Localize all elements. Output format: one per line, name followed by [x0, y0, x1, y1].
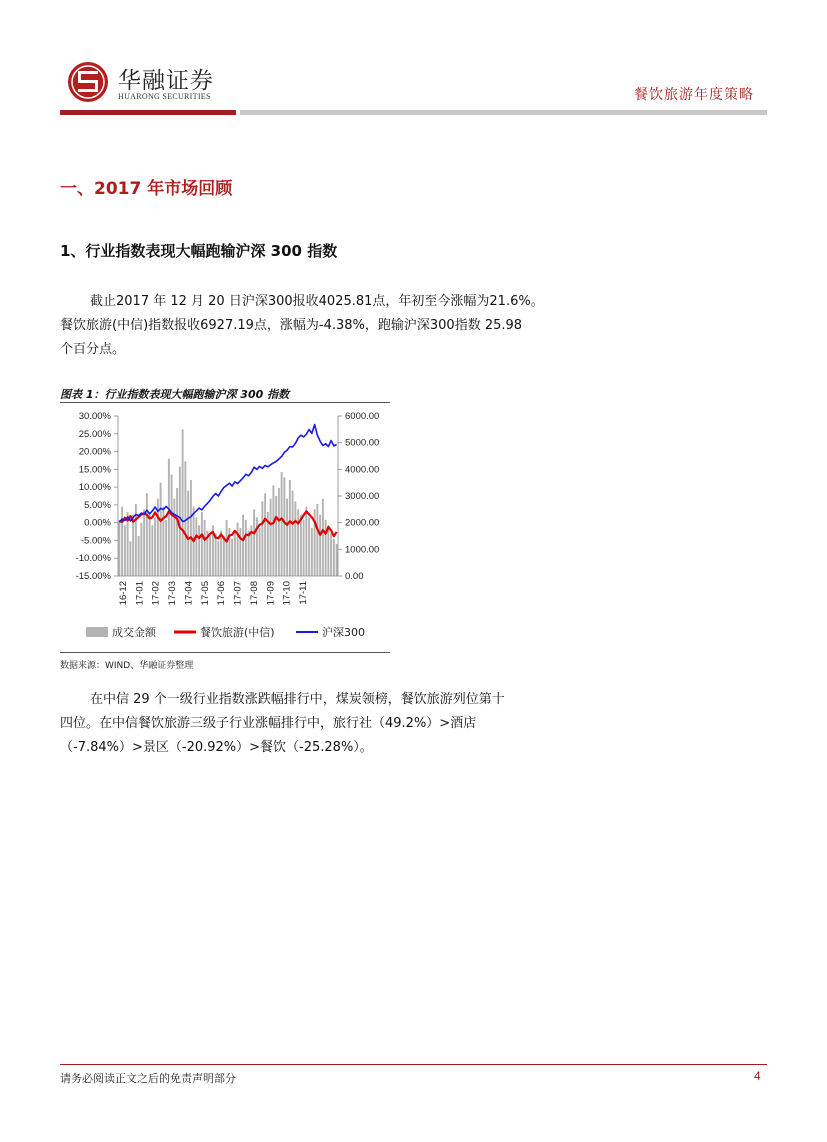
x-axis-tick-label: 17-07 [232, 581, 244, 606]
x-axis-tick-label: 17-03 [167, 581, 179, 606]
volume-bar [330, 533, 332, 576]
volume-bar [242, 515, 244, 576]
paragraph-1-line-1: 截止2017 年 12 月 20 日沪深300报收4025.81点，年初至今涨幅为21.6%。 [90, 294, 544, 309]
paragraph-1 [60, 290, 590, 362]
paragraph-2-line-1: 在中信 29 个一级行业指数涨跌幅排行中，煤炭领榜，餐饮旅游列位第十 [90, 692, 505, 707]
right-axis-tick-label: 5000.00 [345, 437, 380, 449]
right-axis-tick-label: 1000.00 [345, 544, 380, 556]
volume-bar [176, 488, 178, 576]
volume-bar [154, 517, 156, 576]
x-axis-tick-label: 16-12 [118, 581, 129, 606]
volume-bar [316, 504, 318, 576]
volume-bar [149, 512, 151, 576]
volume-bar [182, 429, 184, 576]
section-subtitle: 1、行业指数表现大幅跑输沪深 300 指数 [60, 242, 338, 260]
volume-bar [201, 512, 203, 576]
volume-bar [333, 539, 335, 576]
volume-bar [118, 520, 120, 576]
x-axis-tick-label: 17-10 [281, 581, 293, 606]
volume-bar [234, 533, 236, 576]
x-axis-tick-label: 17-01 [134, 581, 146, 606]
volume-bar [171, 475, 173, 576]
volume-bar [281, 472, 283, 576]
footer-rule [60, 1064, 767, 1065]
volume-bar [239, 528, 241, 576]
paragraph-1-line-2: 餐饮旅游(中信)指数报收6927.19点，涨幅为-4.38%，跑输沪深300指数 25.98 [60, 318, 523, 333]
figure-title-rule [60, 402, 390, 403]
volume-bar [215, 533, 217, 576]
report-name: 餐饮旅游年度策略 [634, 87, 754, 103]
volume-bar [308, 517, 310, 576]
page-number: 4 [754, 1069, 761, 1083]
legend-label: 餐饮旅游(中信) [200, 626, 275, 639]
volume-bar [253, 509, 255, 576]
figure-bottom-rule [60, 652, 390, 653]
left-axis-tick-label: 20.00% [78, 446, 111, 458]
volume-bar [248, 531, 250, 576]
footer-disclaimer: 请务必阅读正文之后的免责声明部分 [60, 1072, 236, 1085]
volume-bar [165, 520, 167, 576]
volume-bar [138, 536, 140, 576]
volume-bar [261, 501, 263, 576]
volume-bar [187, 491, 189, 576]
right-axis-tick-label: 0.00 [345, 571, 364, 582]
legend-label: 沪深300 [322, 626, 365, 639]
volume-bar [129, 541, 131, 576]
x-axis-tick-label: 17-04 [183, 581, 195, 606]
volume-bar [311, 528, 313, 576]
volume-bar [272, 485, 274, 576]
right-axis-tick-label: 4000.00 [345, 464, 380, 476]
paragraph-2 [60, 688, 590, 760]
paragraph-2-line-3: （-7.84%）>景区（-20.92%）>餐饮（-25.28%）。 [60, 740, 373, 755]
volume-bars [118, 429, 337, 576]
left-axis-tick-label: 0.00% [84, 517, 111, 529]
left-axis-tick-label: 5.00% [84, 499, 111, 511]
volume-bar [151, 525, 153, 576]
huarong-logo-icon [66, 60, 110, 104]
header-rule-red [60, 110, 236, 115]
x-axis-tick-label: 17-06 [216, 581, 228, 606]
volume-bar [278, 488, 280, 576]
volume-bar [204, 520, 206, 576]
figure-source: 数据来源：WIND、华融证券整理 [60, 661, 194, 671]
volume-bar [297, 509, 299, 576]
volume-bar [336, 544, 338, 576]
x-axis-tick-label: 17-02 [150, 581, 162, 606]
volume-bar [319, 515, 321, 576]
volume-bar [283, 477, 285, 576]
right-axis-tick-label: 2000.00 [345, 517, 380, 529]
volume-bar [322, 499, 324, 576]
volume-bar [143, 509, 145, 576]
left-axis-tick-label: 15.00% [78, 464, 111, 476]
x-axis-tick-label: 17-11 [298, 581, 309, 605]
left-axis-tick-label: 30.00% [78, 411, 111, 422]
volume-bar [198, 525, 200, 576]
volume-bar [237, 523, 239, 576]
volume-bar [140, 523, 142, 576]
left-axis-tick-label: 10.00% [78, 482, 111, 494]
figure-title: 图表 1：行业指数表现大幅跑输沪深 300 指数 [60, 388, 290, 401]
logo-text-cn: 华融证券 [118, 68, 214, 94]
x-axis-tick-label: 17-09 [265, 581, 277, 606]
series-line-csi300 [119, 425, 336, 522]
volume-bar [190, 480, 192, 576]
volume-bar [179, 467, 181, 576]
paragraph-2-line-2: 四位。在中信餐饮旅游三级子行业涨幅排行中，旅行社（49.2%）>酒店 [60, 716, 477, 731]
volume-bar [289, 480, 291, 576]
legend-swatch-volume [86, 627, 108, 637]
volume-bar [184, 461, 186, 576]
left-axis-tick-label: -10.00% [75, 553, 111, 565]
volume-bar [195, 517, 197, 576]
volume-bar [173, 499, 175, 576]
volume-bar [226, 520, 228, 576]
volume-bar [275, 496, 277, 576]
left-axis-tick-label: 25.00% [78, 428, 111, 440]
right-axis-tick-label: 3000.00 [345, 491, 380, 502]
volume-bar [168, 459, 170, 576]
x-axis-tick-label: 17-08 [248, 581, 260, 606]
volume-bar [292, 491, 294, 576]
volume-bar [121, 507, 123, 576]
right-axis-tick-label: 6000.00 [345, 411, 380, 422]
volume-bar [270, 499, 272, 576]
volume-bar [132, 515, 134, 576]
volume-bar [223, 536, 225, 576]
left-axis-tick-label: -15.00% [75, 571, 111, 582]
chart-legend [86, 625, 365, 639]
volume-bar [303, 520, 305, 576]
volume-bar [300, 515, 302, 576]
volume-bar [325, 520, 327, 576]
left-axis-tick-label: -5.00% [80, 535, 111, 547]
volume-bar [327, 525, 329, 576]
volume-bar [264, 493, 266, 576]
volume-bar [124, 525, 126, 576]
logo-text-en: HUARONG SECURITIES [118, 92, 211, 101]
volume-bar [217, 541, 219, 576]
paragraph-1-line-3: 个百分点。 [60, 342, 126, 357]
volume-bar [305, 507, 307, 576]
volume-bar [146, 493, 148, 576]
section-title: 一、2017 年市场回顾 [60, 179, 233, 199]
volume-bar [220, 531, 222, 576]
company-logo [66, 60, 110, 104]
volume-bar [294, 501, 296, 576]
chart [60, 404, 400, 650]
volume-bar [209, 536, 211, 576]
volume-bar [160, 483, 162, 576]
volume-bar [245, 520, 247, 576]
header-rule-gray [240, 110, 767, 115]
volume-bar [231, 539, 233, 576]
legend-label: 成交金额 [112, 626, 156, 639]
x-axis-tick-label: 17-05 [199, 581, 211, 606]
volume-bar [259, 528, 261, 576]
chart-axes [118, 416, 338, 576]
volume-bar [286, 499, 288, 576]
